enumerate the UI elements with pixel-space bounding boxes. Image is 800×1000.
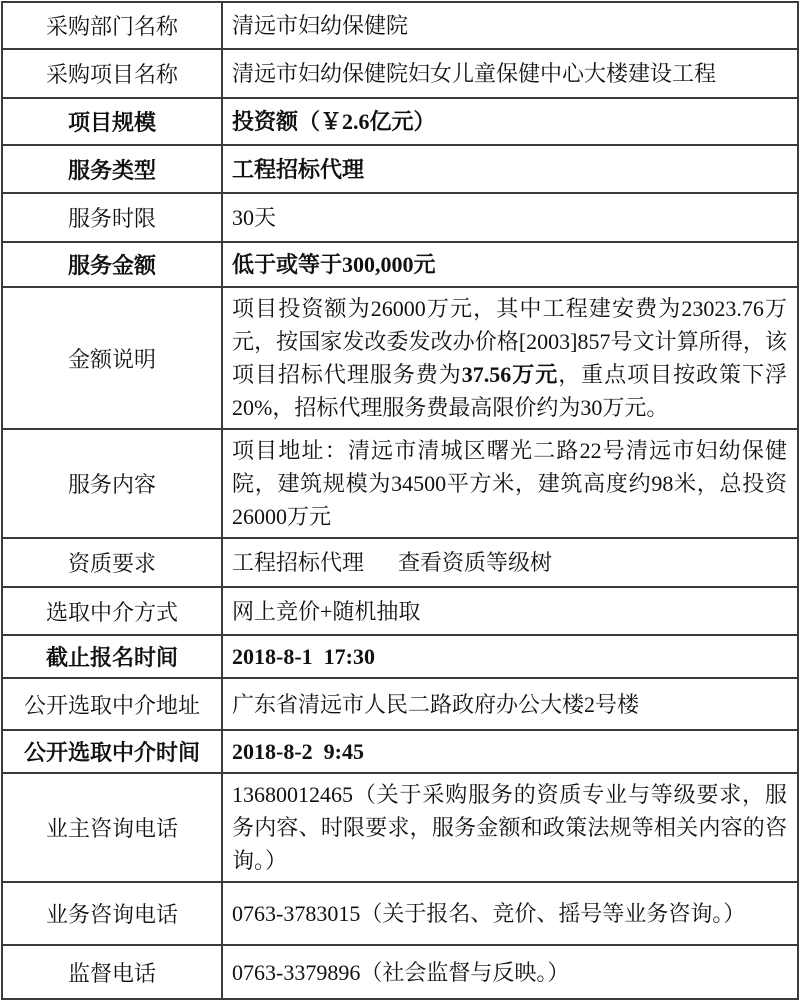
row-label-business-consultation-phone: 业务咨询电话 (2, 882, 222, 945)
table-row (2, 538, 798, 587)
table-row (2, 49, 798, 98)
table-row (2, 429, 798, 538)
qualification-requirement-text: 工程招标代理 (232, 550, 365, 575)
row-label-purchase-department: 采购部门名称 (2, 2, 222, 49)
row-label-registration-deadline: 截止报名时间 (2, 635, 222, 678)
row-label-public-selection-address: 公开选取中介地址 (2, 678, 222, 730)
row-value-agency-selection-method: 网上竞价+随机抽取 (222, 587, 798, 635)
table-row (2, 678, 798, 730)
row-value-service-type: 工程招标代理 (222, 145, 798, 193)
row-label-qualification-requirement: 资质要求 (2, 538, 222, 587)
procurement-info-table (1, 1, 799, 1000)
table-row (2, 773, 798, 882)
table-row (2, 635, 798, 678)
row-value-purchase-department: 清远市妇幼保健院 (222, 2, 798, 49)
row-value-service-duration: 30天 (222, 193, 798, 242)
row-value-public-selection-time: 2018-8-2 9:45 (222, 730, 798, 773)
row-value-supervision-phone: 0763-3379896（社会监督与反映。） (222, 945, 798, 999)
amount-description-suffix: ，重点项目按政策下浮20%，招标代理服务费最高限价约为30万元。 (232, 362, 787, 420)
row-value-service-amount: 低于或等于300,000元 (222, 242, 798, 287)
table-row (2, 882, 798, 945)
row-value-project-name: 清远市妇幼保健院妇女儿童保健中心大楼建设工程 (222, 49, 798, 98)
row-label-service-duration: 服务时限 (2, 193, 222, 242)
row-label-public-selection-time: 公开选取中介时间 (2, 730, 222, 773)
table-row (2, 242, 798, 287)
row-value-service-content: 项目地址：清远市清城区曙光二路22号清远市妇幼保健院，建筑规模为34500平方米，建筑高度约98米，总投资26000万元 (222, 429, 798, 538)
table-row (2, 587, 798, 635)
row-value-qualification-requirement (222, 538, 798, 587)
table-row (2, 193, 798, 242)
table-row (2, 730, 798, 773)
table-row (2, 945, 798, 999)
amount-description-prefix: 项目投资额为26000万元，其中工程建安费为23023.76万元，按国家发改委发改办价格[2003]857号文计算所得，该项目招标代理服务费为 (232, 296, 787, 387)
row-value-public-selection-address: 广东省清远市人民二路政府办公大楼2号楼 (222, 678, 798, 730)
amount-description-highlight: 37.56万元 (461, 362, 559, 387)
row-value-owner-consultation-phone: 13680012465（关于采购服务的资质专业与等级要求，服务内容、时限要求，服务金额和政策法规等相关内容的咨询。） (222, 773, 798, 882)
row-label-amount-description: 金额说明 (2, 287, 222, 429)
row-label-project-name: 采购项目名称 (2, 49, 222, 98)
row-label-service-amount: 服务金额 (2, 242, 222, 287)
table-row (2, 287, 798, 429)
row-value-project-scale: 投资额（￥2.6亿元） (222, 98, 798, 145)
row-label-service-type: 服务类型 (2, 145, 222, 193)
row-label-project-scale: 项目规模 (2, 98, 222, 145)
table-row (2, 145, 798, 193)
table-row (2, 98, 798, 145)
row-label-service-content: 服务内容 (2, 429, 222, 538)
table-row (2, 2, 798, 49)
row-value-amount-description (222, 287, 798, 429)
row-value-registration-deadline: 2018-8-1 17:30 (222, 635, 798, 678)
row-value-business-consultation-phone: 0763-3783015（关于报名、竞价、摇号等业务咨询。） (222, 882, 798, 945)
view-qualification-tree-link[interactable]: 查看资质等级树 (398, 550, 553, 575)
row-label-agency-selection-method: 选取中介方式 (2, 587, 222, 635)
row-label-owner-consultation-phone: 业主咨询电话 (2, 773, 222, 882)
row-label-supervision-phone: 监督电话 (2, 945, 222, 999)
